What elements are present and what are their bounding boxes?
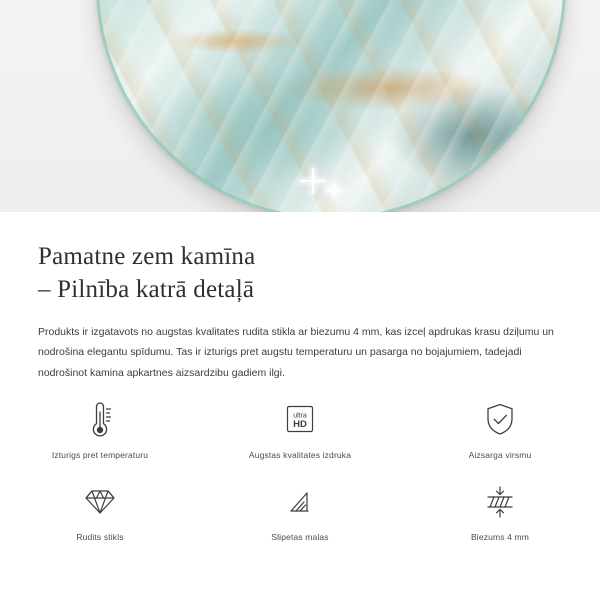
feature-label: Biezums 4 mm: [470, 532, 529, 542]
feature-label: Izturigs pret temperaturu: [51, 450, 149, 460]
page-title: [0, 212, 600, 306]
feature-item-surface-protection: [400, 392, 600, 460]
feature-item-thickness: [400, 474, 600, 542]
feature-item-polished-edges: [200, 474, 400, 542]
feature-item-print-quality: [200, 392, 400, 460]
feature-item-tempered-glass: [0, 474, 200, 542]
thickness-arrows-icon: [480, 480, 520, 524]
thermometer-icon: [83, 398, 117, 442]
feature-label: Slipetas malas: [271, 532, 329, 542]
svg-text:HD: HD: [293, 419, 307, 430]
feature-label: Rudits stikls: [76, 532, 124, 542]
round-marble-glass-fireplace-panel: [96, 0, 566, 212]
feature-label: Augstas kvalitates izdruka: [248, 450, 352, 460]
headline-line-2: – Pilnība katrā detaļā: [38, 276, 255, 303]
body-paragraph: Produkts ir izgatavots no augstas kvalitates rudita stikla ar biezumu 4 mm, kas izceļ apdrukas krasu dziļumu un nodrošina elegantu spīdumu. Tas ir izturigs pret augstu temperaturu un pasarga no bojajumiem, tadejadi nodrošinot kamina apkartnes aizsardzibu gadiem ilgi.: [38, 326, 554, 379]
shield-check-icon: [482, 398, 518, 442]
diamond-icon: [80, 480, 120, 524]
headline-line-1: Pamatne zem kamīna: [38, 243, 256, 270]
ultra-hd-icon: [279, 398, 321, 442]
feature-grid: [0, 392, 600, 542]
feature-label: Aizsarga virsmu: [468, 450, 532, 460]
svg-text:ultra: ultra: [293, 412, 307, 420]
hero-image: [0, 0, 600, 212]
beveled-edges-icon: [280, 480, 320, 524]
glass-gloss-layer: [96, 0, 566, 212]
feature-item-temperature-resistant: [0, 392, 200, 460]
text-content: [0, 212, 600, 383]
